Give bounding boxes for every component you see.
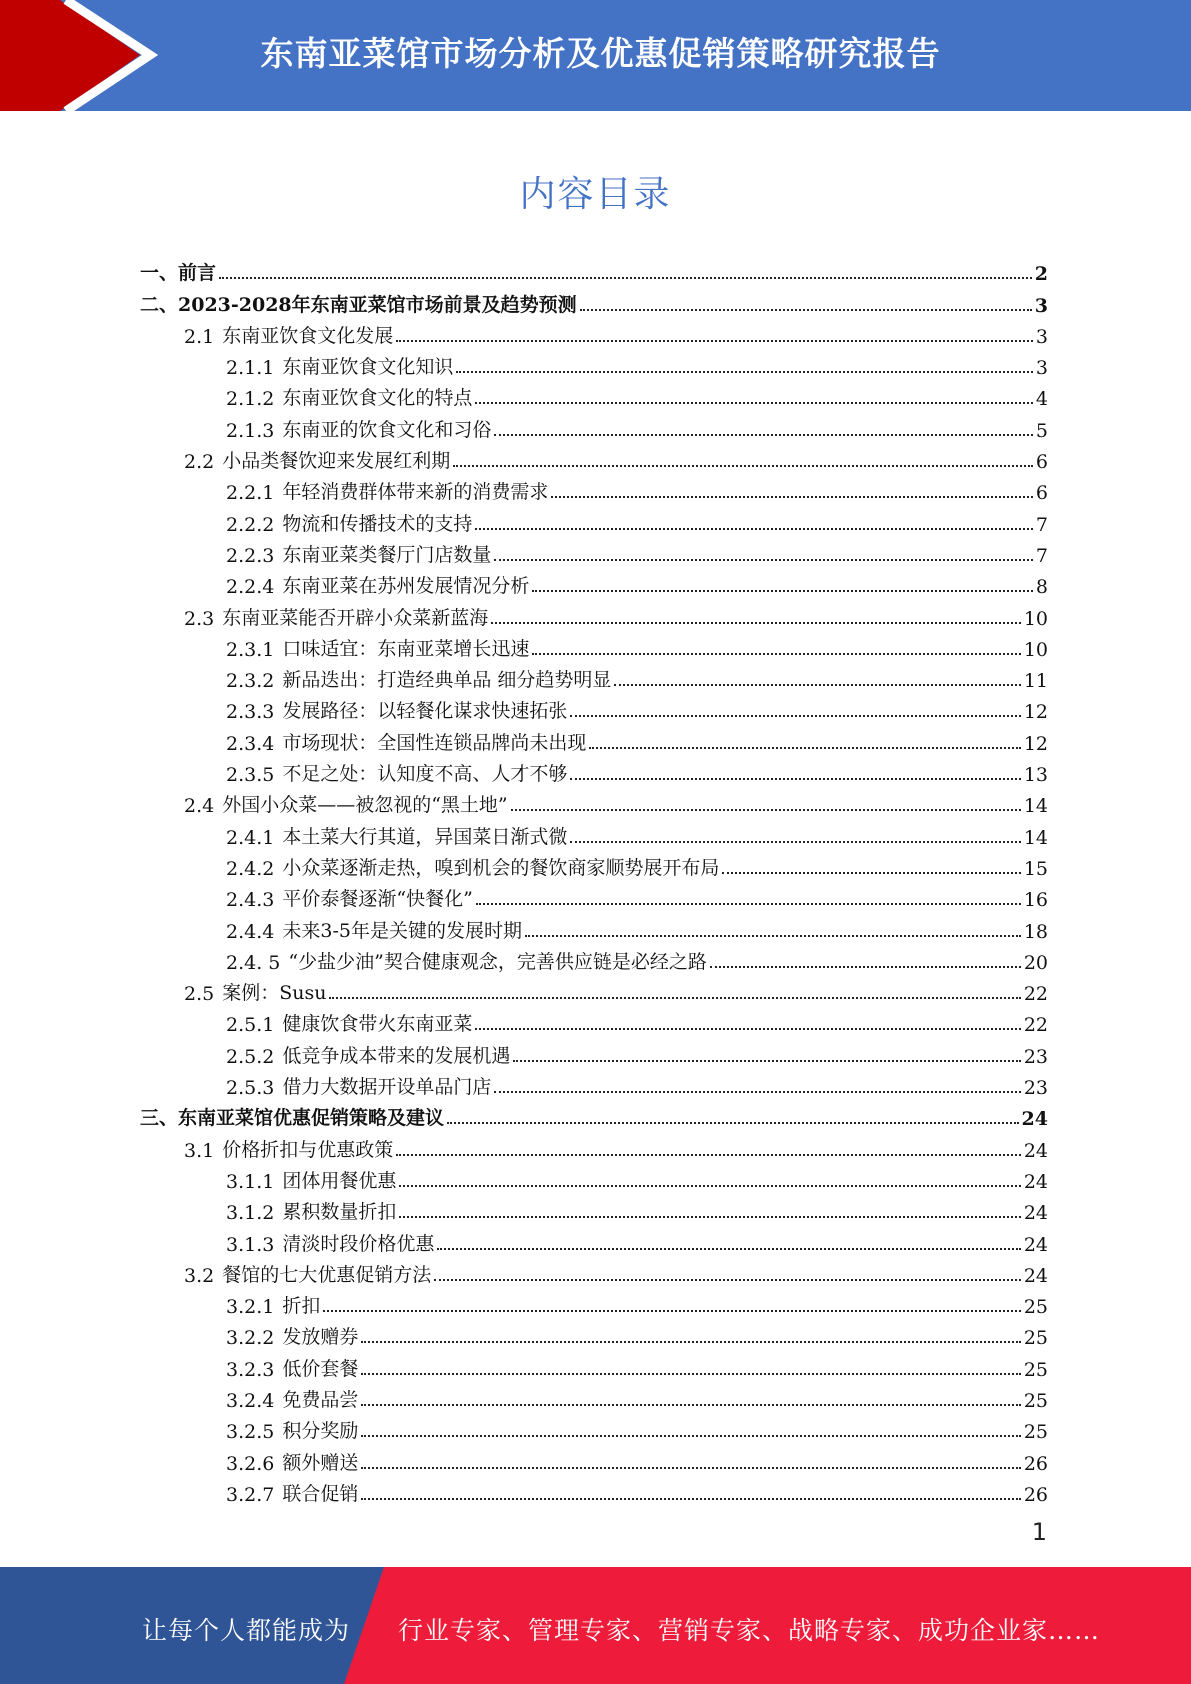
- toc-entry-label: 低竞争成本带来的发展机遇: [282, 1044, 511, 1067]
- toc-leader-dots: [323, 1310, 1020, 1312]
- toc-entry-page: 25: [1023, 1296, 1048, 1319]
- toc-entry[interactable]: [140, 943, 1048, 974]
- toc-entry-label: 物流和传播技术的支持: [282, 512, 473, 535]
- toc-entry-page: 25: [1023, 1327, 1048, 1350]
- toc-leader-dots: [494, 559, 1033, 561]
- toc-entry[interactable]: [140, 1068, 1048, 1099]
- toc-entry-number: 2.4: [184, 795, 215, 818]
- toc-entry-label: 额外赠送: [282, 1451, 359, 1474]
- toc-entry[interactable]: [140, 911, 1048, 942]
- toc-entry-page: 10: [1023, 638, 1048, 661]
- toc-entry-label: 积分奖励: [282, 1420, 359, 1443]
- toc-entry[interactable]: [140, 536, 1048, 567]
- toc-entry-label: 东南亚饮食文化发展: [222, 324, 394, 347]
- toc-entry[interactable]: [140, 410, 1048, 441]
- toc-entry-label: 外国小众菜——被忽视的“黑土地”: [222, 794, 508, 817]
- toc-entry[interactable]: [140, 1318, 1048, 1349]
- toc-entry-label: 借力大数据开设单品门店: [282, 1076, 492, 1099]
- toc-entry-page: 3: [1035, 357, 1048, 380]
- toc-entry-page: 7: [1035, 513, 1048, 536]
- toc-entry[interactable]: [140, 1193, 1048, 1224]
- toc-entry-page: 4: [1035, 388, 1048, 411]
- toc-entry-page: 3: [1035, 325, 1048, 348]
- toc-entry-number: 2.5.3: [226, 1077, 275, 1100]
- toc-leader-dots: [532, 590, 1033, 592]
- toc-entry-label: 案例：Susu: [222, 982, 327, 1005]
- toc-leader-dots: [710, 966, 1021, 968]
- toc-entry[interactable]: [140, 880, 1048, 911]
- toc-leader-dots: [434, 1279, 1021, 1281]
- toc-entry-label: 不足之处：认知度不高、人才不够: [282, 763, 568, 786]
- toc-entry-number: 2.4.2: [226, 857, 275, 880]
- toc-entry-label: 餐馆的七大优惠促销方法: [222, 1263, 432, 1286]
- toc-entry-number: 2.2.3: [226, 544, 275, 567]
- toc-leader-dots: [491, 622, 1021, 624]
- toc-entry-number: 3.1: [184, 1139, 215, 1162]
- toc-entry[interactable]: [140, 442, 1048, 473]
- toc-entry-label: 团体用餐优惠: [282, 1169, 397, 1192]
- toc-entry-number: 3.2.6: [226, 1452, 275, 1475]
- toc-entry-page: 7: [1035, 544, 1048, 567]
- toc-leader-dots: [329, 997, 1020, 999]
- toc-entry[interactable]: [140, 1036, 1048, 1067]
- toc-entry-page: 11: [1023, 670, 1048, 693]
- toc-entry[interactable]: [140, 974, 1048, 1005]
- toc-entry-label: 价格折扣与优惠政策: [222, 1138, 394, 1161]
- toc-entry-page: 14: [1023, 826, 1048, 849]
- toc-entry[interactable]: [140, 1381, 1048, 1412]
- toc-entry-page: 25: [1023, 1358, 1048, 1381]
- toc-leader-dots: [551, 496, 1033, 498]
- toc-entry-page: 16: [1023, 889, 1048, 912]
- toc-leader-dots: [361, 1404, 1020, 1406]
- toc-entry-label: 东南亚菜在苏州发展情况分析: [282, 575, 530, 598]
- toc-entry-page: 8: [1035, 576, 1048, 599]
- toc-entry-label: 联合促销: [282, 1482, 359, 1505]
- toc-entry-page: 24: [1023, 1264, 1048, 1287]
- toc-entry-label: 低价套餐: [282, 1357, 359, 1380]
- toc-entry[interactable]: [140, 473, 1048, 504]
- toc-entry-label: 三、东南亚菜馆优惠促销策略及建议: [140, 1107, 445, 1130]
- toc-entry-label: 折扣: [282, 1295, 321, 1318]
- toc-leader-dots: [511, 809, 1021, 811]
- toc-entry-number: 2.4.4: [226, 920, 275, 943]
- toc-leader-dots: [475, 1028, 1020, 1030]
- toc-entry-number: 2.2.2: [226, 513, 275, 536]
- toc-entry-page: 23: [1023, 1045, 1048, 1068]
- toc-entry-number: 2.1.2: [226, 388, 275, 411]
- toc-leader-dots: [476, 903, 1021, 905]
- toc-entry-page: 25: [1023, 1421, 1048, 1444]
- toc-entry-page: 22: [1023, 983, 1048, 1006]
- toc-leader-dots: [437, 1248, 1020, 1250]
- toc-entry[interactable]: [140, 723, 1048, 754]
- toc-entry-number: 2.2.1: [226, 482, 275, 505]
- toc-entry-page: 24: [1023, 1139, 1048, 1162]
- toc-entry[interactable]: [140, 1443, 1048, 1474]
- toc-entry-label: 健康饮食带火东南亚菜: [282, 1013, 473, 1036]
- toc-leader-dots: [399, 1185, 1020, 1187]
- toc-entry[interactable]: [140, 661, 1048, 692]
- toc-entry[interactable]: [140, 504, 1048, 535]
- toc-entry-label: 小众菜逐渐走热，嗅到机会的餐饮商家顺势展开布局: [282, 856, 720, 879]
- toc-leader-dots: [570, 778, 1020, 780]
- page-number: 1: [1031, 1518, 1047, 1546]
- toc-entry-number: 2.5: [184, 983, 215, 1006]
- toc-entry-number: 2.3.2: [226, 670, 275, 693]
- toc-entry-page: 6: [1035, 482, 1048, 505]
- toc-leader-dots: [532, 653, 1020, 655]
- toc-entry-number: 3.1.1: [226, 1170, 275, 1193]
- toc-entry-number: 3.2.5: [226, 1421, 275, 1444]
- toc-entry-page: 12: [1023, 732, 1048, 755]
- toc-entry[interactable]: [140, 317, 1048, 348]
- toc-entry[interactable]: [140, 849, 1048, 880]
- toc-entry-number: 2.3.3: [226, 701, 275, 724]
- toc-entry[interactable]: [140, 1349, 1048, 1380]
- toc-leader-dots: [456, 371, 1033, 373]
- toc-entry-page: 26: [1023, 1483, 1048, 1506]
- toc-entry-page: 24: [1023, 1233, 1048, 1256]
- toc-entry-number: 3.2.7: [226, 1483, 275, 1506]
- toc-entry-page: 24: [1023, 1170, 1048, 1193]
- toc-leader-dots: [614, 684, 1020, 686]
- toc-entry[interactable]: [140, 817, 1048, 848]
- toc-leader-dots: [361, 1467, 1020, 1469]
- toc-entry[interactable]: [140, 285, 1048, 316]
- toc-entry-label: 免费品尝: [282, 1388, 359, 1411]
- toc-entry-number: 2.1.3: [226, 419, 275, 442]
- toc-leader-dots: [361, 1435, 1020, 1437]
- toc-entry-label: 平价泰餐逐渐“快餐化”: [282, 888, 473, 911]
- toc-leader-dots: [494, 434, 1033, 436]
- report-title: 东南亚菜馆市场分析及优惠促销策略研究报告: [260, 34, 941, 73]
- toc-entry-page: 6: [1035, 451, 1048, 474]
- toc-entry-page: 2: [1034, 263, 1048, 286]
- toc-entry-page: 20: [1023, 951, 1048, 974]
- toc-entry-number: 2.4.1: [226, 826, 275, 849]
- toc-entry[interactable]: [140, 1224, 1048, 1255]
- toc-entry-number: 2.3.4: [226, 732, 275, 755]
- toc-leader-dots: [361, 1498, 1020, 1500]
- toc-entry-page: 10: [1023, 607, 1048, 630]
- toc-entry-label: 二、2023-2028年东南亚菜馆市场前景及趋势预测: [140, 293, 577, 316]
- toc-entry-number: 3.1.3: [226, 1233, 275, 1256]
- toc-entry-label: 小品类餐饮迎来发展红利期: [222, 450, 451, 473]
- toc-entry-page: 22: [1023, 1014, 1048, 1037]
- toc-entry-number: 2.2: [184, 451, 215, 474]
- toc-entry[interactable]: [140, 348, 1048, 379]
- toc-entry-number: 2.4. 5: [226, 951, 281, 974]
- toc-entry-label: 东南亚的饮食文化和习俗: [282, 418, 492, 441]
- toc-entry-label: 新品迭出：打造经典单品 细分趋势明显: [282, 669, 612, 692]
- toc-heading: 内容目录: [519, 174, 672, 215]
- toc-entry[interactable]: [140, 1256, 1048, 1287]
- toc-entry-number: 2.1.1: [226, 357, 275, 380]
- toc-entry-number: 2.3: [184, 607, 215, 630]
- toc-entry-page: 12: [1023, 701, 1048, 724]
- toc-entry-label: 东南亚菜能否开辟小众菜新蓝海: [222, 606, 489, 629]
- toc-entry-number: 2.5.1: [226, 1014, 275, 1037]
- toc-entry[interactable]: [140, 254, 1048, 285]
- toc-entry-page: 18: [1023, 920, 1048, 943]
- footer-slogan-left: 让每个人都能成为: [142, 1616, 351, 1645]
- toc-leader-dots: [525, 935, 1021, 937]
- toc-leader-dots: [570, 841, 1020, 843]
- toc-leader-dots: [361, 1341, 1020, 1343]
- toc-entry-number: 3.2.2: [226, 1327, 275, 1350]
- toc-entry-label: 累积数量折扣: [282, 1201, 397, 1224]
- toc-entry[interactable]: [140, 786, 1048, 817]
- toc-entry-label: 东南亚饮食文化的特点: [282, 387, 473, 410]
- toc-entry-number: 3.2.4: [226, 1389, 275, 1412]
- toc-entry-label: 清淡时段价格优惠: [282, 1232, 435, 1255]
- toc-entry[interactable]: [140, 755, 1048, 786]
- toc-entry-label: 未来3-5年是关键的发展时期: [282, 919, 522, 942]
- toc-leader-dots: [580, 309, 1032, 311]
- toc-entry-number: 3.1.2: [226, 1202, 275, 1225]
- toc-entry-page: 25: [1023, 1389, 1048, 1412]
- toc-entry[interactable]: [140, 1475, 1048, 1506]
- toc-entry-number: 2.1: [184, 325, 215, 348]
- toc-entry-page: 14: [1023, 795, 1048, 818]
- toc-entry-label: 东南亚菜类餐厅门店数量: [282, 543, 492, 566]
- toc-leader-dots: [396, 1154, 1021, 1156]
- toc-entry-page: 3: [1034, 294, 1048, 317]
- toc-leader-dots: [570, 715, 1020, 717]
- toc-entry[interactable]: [140, 1005, 1048, 1036]
- toc-entry[interactable]: [140, 1130, 1048, 1161]
- footer-banner: [0, 1567, 1191, 1684]
- toc-entry-label: 一、前言: [140, 262, 217, 285]
- toc-leader-dots: [399, 1216, 1020, 1218]
- toc-leader-dots: [475, 402, 1033, 404]
- toc-entry-number: 2.5.2: [226, 1045, 275, 1068]
- toc-leader-dots: [475, 528, 1033, 530]
- toc-leader-dots: [513, 1060, 1020, 1062]
- toc-entry[interactable]: [140, 1412, 1048, 1443]
- toc-entry-page: 5: [1035, 419, 1048, 442]
- toc-entry[interactable]: [140, 379, 1048, 410]
- toc-entry-page: 15: [1023, 857, 1048, 880]
- toc-entry-number: 2.3.1: [226, 638, 275, 661]
- toc-leader-dots: [589, 747, 1020, 749]
- toc-entry-label: 本土菜大行其道，异国菜日渐式微: [282, 825, 568, 848]
- toc-entry-number: 2.4.3: [226, 889, 275, 912]
- toc-entry[interactable]: [140, 630, 1048, 661]
- toc-entry-label: “少盐少油”契合健康观念，完善供应链是必经之路: [288, 950, 707, 973]
- toc-leader-dots: [361, 1373, 1020, 1375]
- toc-entry-number: 3.2.3: [226, 1358, 275, 1381]
- toc-entry[interactable]: [140, 1162, 1048, 1193]
- toc-entry-label: 发展路径：以轻餐化谋求快速拓张: [282, 700, 568, 723]
- toc-entry-page: 24: [1023, 1202, 1048, 1225]
- toc-entry-page: 23: [1023, 1077, 1048, 1100]
- toc-entry[interactable]: [140, 567, 1048, 598]
- toc-entry-page: 24: [1021, 1108, 1048, 1131]
- toc-entry-number: 2.3.5: [226, 764, 275, 787]
- toc-entry-label: 发放赠券: [282, 1326, 359, 1349]
- toc-entry-page: 26: [1023, 1452, 1048, 1475]
- toc-entry-label: 年轻消费群体带来新的消费需求: [282, 481, 549, 504]
- header-banner: [0, 0, 1191, 111]
- toc-leader-dots: [722, 872, 1020, 874]
- toc-entry[interactable]: [140, 1287, 1048, 1318]
- footer-slogan-right: 行业专家、管理专家、营销专家、战略专家、成功企业家……: [398, 1616, 1101, 1645]
- toc-entry-label: 市场现状：全国性连锁品牌尚未出现: [282, 731, 587, 754]
- toc-leader-dots: [396, 340, 1033, 342]
- table-of-contents: [140, 254, 1048, 1506]
- toc-leader-dots: [447, 1122, 1019, 1124]
- toc-entry[interactable]: [140, 692, 1048, 723]
- toc-leader-dots: [494, 1091, 1020, 1093]
- toc-entry[interactable]: [140, 598, 1048, 629]
- toc-entry-page: 13: [1023, 764, 1048, 787]
- toc-entry-number: 3.2: [184, 1264, 215, 1287]
- toc-entry-number: 2.2.4: [226, 576, 275, 599]
- toc-entry-label: 东南亚饮食文化知识: [282, 356, 454, 379]
- toc-entry-number: 3.2.1: [226, 1296, 275, 1319]
- toc-entry-label: 口味适宜：东南亚菜增长迅速: [282, 637, 530, 660]
- toc-leader-dots: [453, 465, 1033, 467]
- toc-entry[interactable]: [140, 1099, 1048, 1130]
- toc-leader-dots: [219, 277, 1032, 279]
